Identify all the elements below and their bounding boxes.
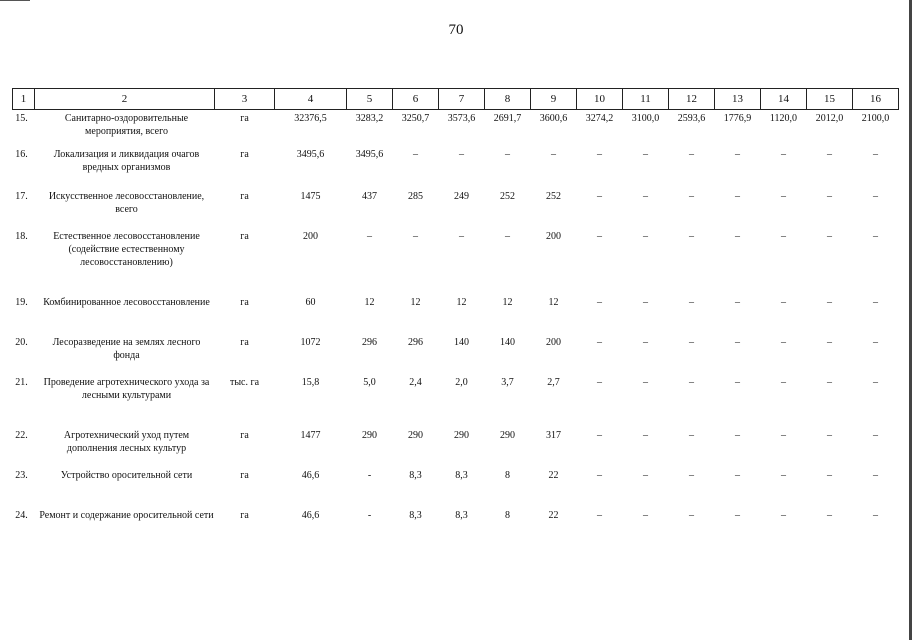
value-cell: 8,3: [409, 509, 422, 521]
value-cell: 140: [454, 336, 469, 348]
value-cell: –: [735, 148, 740, 160]
value-cell: 1475: [300, 190, 321, 202]
value-cell: –: [873, 296, 878, 308]
value-cell: –: [367, 230, 372, 242]
value-cell: 200: [546, 230, 561, 242]
value-cell: –: [597, 376, 602, 388]
value-cell: 22: [548, 509, 559, 521]
value-cell: –: [781, 296, 786, 308]
value-cell: 2,0: [455, 376, 468, 388]
value-cell: –: [597, 190, 602, 202]
value-cell: 3274,2: [585, 113, 614, 124]
value-cell: 296: [362, 336, 377, 348]
row-number: 23.: [15, 469, 28, 481]
value-cell: 1120,0: [769, 113, 798, 124]
value-cell: –: [597, 469, 602, 481]
value-cell: –: [735, 429, 740, 441]
value-cell: 249: [454, 190, 469, 202]
value-cell: 1072: [300, 336, 321, 348]
value-cell: –: [781, 429, 786, 441]
value-cell: 2691,7: [493, 113, 522, 124]
column-header: 2: [35, 89, 215, 110]
activity-name: Агротехнический уход путем дополнения лесных культур: [63, 429, 190, 454]
value-cell: 200: [546, 336, 561, 348]
value-cell: 3495,6: [296, 148, 325, 160]
value-cell: 8,3: [409, 469, 422, 481]
activity-name: Проведение агротехнического ухода за лесными культурами: [43, 376, 210, 401]
value-cell: –: [597, 429, 602, 441]
value-cell: 5,0: [363, 376, 376, 388]
value-cell: –: [643, 509, 648, 521]
value-cell: -: [367, 469, 372, 481]
value-cell: –: [781, 148, 786, 160]
value-cell: 12: [502, 296, 513, 308]
value-cell: –: [873, 336, 878, 348]
value-cell: 3495,6: [355, 148, 384, 160]
value-cell: -: [367, 509, 372, 521]
value-cell: 285: [408, 190, 423, 202]
value-cell: –: [827, 376, 832, 388]
forestry-table: [12, 88, 899, 549]
value-cell: –: [689, 336, 694, 348]
value-cell: –: [643, 429, 648, 441]
value-cell: –: [781, 230, 786, 242]
value-cell: 8: [505, 509, 510, 521]
value-cell: 3573,6: [447, 113, 476, 124]
table-row: [13, 110, 899, 148]
value-cell: –: [827, 190, 832, 202]
value-cell: –: [689, 230, 694, 242]
unit-cell: га: [240, 190, 249, 202]
activity-name: Лесоразведение на землях лесного фонда: [52, 336, 201, 361]
value-cell: –: [643, 190, 648, 202]
value-cell: –: [827, 230, 832, 242]
table-row: [13, 336, 899, 376]
value-cell: –: [827, 429, 832, 441]
table-row: [13, 429, 899, 469]
column-header: 16: [853, 89, 899, 110]
unit-cell: га: [240, 469, 249, 481]
unit-cell: га: [240, 113, 249, 124]
column-header: 5: [347, 89, 393, 110]
value-cell: –: [551, 148, 556, 160]
value-cell: 2,7: [547, 376, 560, 388]
value-cell: –: [689, 509, 694, 521]
value-cell: –: [689, 296, 694, 308]
value-cell: 200: [303, 230, 318, 242]
value-cell: –: [643, 296, 648, 308]
value-cell: 60: [305, 296, 316, 308]
table-row: [13, 148, 899, 190]
row-number: 20.: [15, 336, 28, 348]
value-cell: –: [827, 336, 832, 348]
value-cell: –: [689, 429, 694, 441]
column-header: 10: [577, 89, 623, 110]
column-header: 15: [807, 89, 853, 110]
value-cell: 290: [408, 429, 423, 441]
value-cell: –: [827, 148, 832, 160]
unit-cell: га: [240, 509, 249, 521]
table-row: [13, 230, 899, 296]
unit-cell: га: [240, 296, 249, 308]
value-cell: –: [597, 336, 602, 348]
unit-cell: га: [240, 148, 249, 160]
row-number: 15.: [15, 113, 28, 124]
column-header: 12: [669, 89, 715, 110]
value-cell: 1477: [300, 429, 321, 441]
activity-name: Ремонт и содержание оросительной сети: [39, 509, 214, 521]
value-cell: 15,8: [301, 376, 320, 388]
value-cell: –: [781, 376, 786, 388]
row-number: 18.: [15, 230, 28, 242]
value-cell: –: [873, 509, 878, 521]
column-number-header: [13, 89, 899, 110]
activity-name: Естественное лесовосстановление (содействие естественному лесовосстановлению): [53, 230, 200, 268]
column-header: 4: [275, 89, 347, 110]
page-number: 70: [448, 22, 464, 38]
value-cell: 12: [410, 296, 421, 308]
value-cell: 252: [500, 190, 515, 202]
value-cell: 46,6: [301, 469, 320, 481]
value-cell: –: [873, 190, 878, 202]
value-cell: –: [643, 376, 648, 388]
column-header: 9: [531, 89, 577, 110]
table-row: [13, 376, 899, 429]
column-header: 3: [215, 89, 275, 110]
value-cell: 12: [456, 296, 467, 308]
value-cell: –: [873, 230, 878, 242]
value-cell: –: [735, 230, 740, 242]
value-cell: –: [689, 376, 694, 388]
value-cell: –: [597, 148, 602, 160]
value-cell: –: [781, 190, 786, 202]
value-cell: –: [505, 148, 510, 160]
value-cell: 2100,0: [861, 113, 890, 124]
value-cell: –: [735, 190, 740, 202]
table-row: [13, 509, 899, 549]
value-cell: –: [597, 296, 602, 308]
value-cell: 3,7: [501, 376, 514, 388]
value-cell: –: [781, 509, 786, 521]
value-cell: 437: [362, 190, 377, 202]
value-cell: 3283,2: [355, 113, 384, 124]
activity-name: Устройство оросительной сети: [60, 469, 193, 481]
value-cell: 8,3: [455, 509, 468, 521]
value-cell: –: [735, 376, 740, 388]
activity-name: Комбинированное лесовосстановление: [43, 296, 210, 308]
row-number: 19.: [15, 296, 28, 308]
value-cell: –: [459, 148, 464, 160]
table-row: [13, 190, 899, 230]
value-cell: –: [873, 148, 878, 160]
activity-name: Искусственное лесовосстановление, всего: [48, 190, 205, 215]
value-cell: 8,3: [455, 469, 468, 481]
value-cell: 290: [454, 429, 469, 441]
column-header: 8: [485, 89, 531, 110]
table-row: [13, 296, 899, 336]
value-cell: –: [873, 469, 878, 481]
value-cell: 296: [408, 336, 423, 348]
value-cell: –: [643, 469, 648, 481]
value-cell: –: [643, 230, 648, 242]
row-number: 16.: [15, 148, 28, 160]
value-cell: –: [735, 509, 740, 521]
value-cell: 252: [546, 190, 561, 202]
activity-name: Санитарно-оздоровительные мероприятия, всего: [64, 113, 189, 137]
value-cell: –: [873, 429, 878, 441]
value-cell: –: [597, 509, 602, 521]
value-cell: –: [827, 296, 832, 308]
value-cell: –: [781, 336, 786, 348]
value-cell: –: [689, 190, 694, 202]
unit-cell: тыс. га: [229, 376, 260, 388]
value-cell: 3600,6: [539, 113, 568, 124]
row-number: 22.: [15, 429, 28, 441]
unit-cell: га: [240, 230, 249, 242]
value-cell: 290: [500, 429, 515, 441]
value-cell: 317: [546, 429, 561, 441]
value-cell: –: [597, 230, 602, 242]
value-cell: 8: [505, 469, 510, 481]
value-cell: 12: [548, 296, 559, 308]
unit-cell: га: [240, 336, 249, 348]
value-cell: –: [689, 469, 694, 481]
value-cell: –: [735, 469, 740, 481]
unit-cell: га: [240, 429, 249, 441]
value-cell: –: [735, 336, 740, 348]
value-cell: –: [827, 509, 832, 521]
value-cell: 2012,0: [815, 113, 844, 124]
value-cell: 12: [364, 296, 375, 308]
value-cell: –: [827, 469, 832, 481]
value-cell: 140: [500, 336, 515, 348]
value-cell: 46,6: [301, 509, 320, 521]
value-cell: 2593,6: [677, 113, 706, 124]
value-cell: 2,4: [409, 376, 422, 388]
value-cell: 32376,5: [294, 113, 327, 124]
value-cell: –: [643, 148, 648, 160]
row-number: 21.: [15, 376, 28, 388]
column-header: 13: [715, 89, 761, 110]
value-cell: 3250,7: [401, 113, 430, 124]
value-cell: –: [413, 148, 418, 160]
value-cell: –: [459, 230, 464, 242]
column-header: 7: [439, 89, 485, 110]
value-cell: 22: [548, 469, 559, 481]
value-cell: 3100,0: [631, 113, 660, 124]
column-header: 11: [623, 89, 669, 110]
table-row: [13, 469, 899, 509]
scan-edge-mark: [0, 0, 30, 1]
row-number: 17.: [15, 190, 28, 202]
column-header: 14: [761, 89, 807, 110]
value-cell: 290: [362, 429, 377, 441]
column-header: 6: [393, 89, 439, 110]
value-cell: –: [413, 230, 418, 242]
column-header: 1: [13, 89, 35, 110]
value-cell: –: [873, 376, 878, 388]
value-cell: –: [505, 230, 510, 242]
value-cell: 1776,9: [723, 113, 752, 124]
value-cell: –: [689, 148, 694, 160]
row-number: 24.: [15, 509, 28, 521]
value-cell: –: [643, 336, 648, 348]
activity-name: Локализация и ликвидация очагов вредных организмов: [53, 148, 200, 173]
value-cell: –: [735, 296, 740, 308]
value-cell: –: [781, 469, 786, 481]
